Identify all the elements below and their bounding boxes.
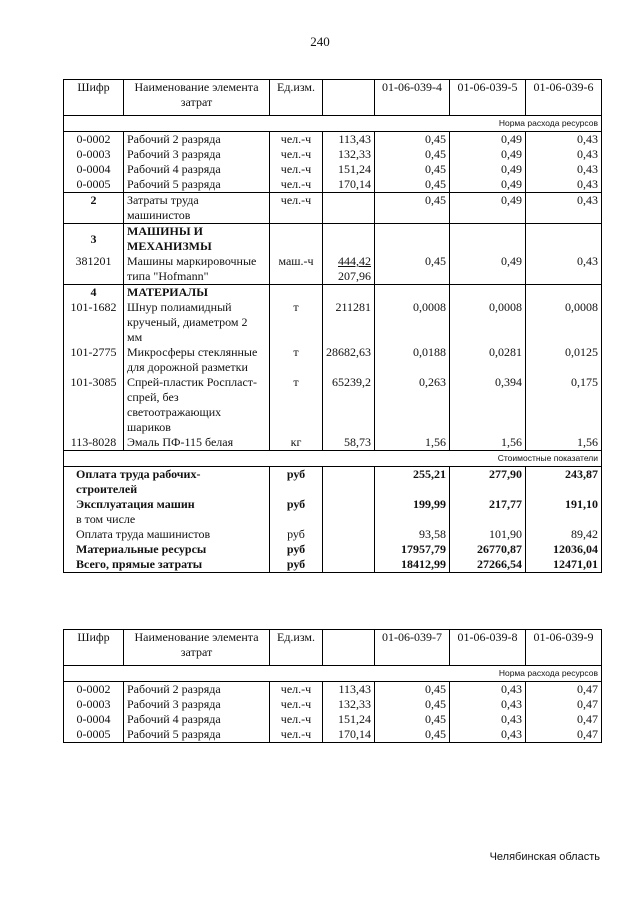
row-price: 132,33: [323, 147, 375, 162]
row-name: Рабочий 2 разряда: [124, 132, 270, 148]
summary-label: Всего, прямые затраты: [64, 557, 270, 573]
summary-v2: 217,77: [450, 497, 526, 512]
table-row: [64, 300, 602, 345]
row-v1: 0,45: [375, 193, 450, 224]
table-row: [64, 682, 602, 698]
section-number: 2: [64, 193, 124, 224]
row-price: 65239,2: [323, 375, 375, 435]
cost-label: Стоимостные показатели: [64, 451, 602, 467]
row-price: 170,14: [323, 177, 375, 193]
row-v2: 0,0008: [450, 300, 526, 345]
row-code: 381201: [64, 254, 124, 285]
summary-v1: 18412,99: [375, 557, 450, 573]
header-unit: Ед.изм.: [270, 630, 323, 666]
table-header: [64, 80, 602, 116]
summary-v1: 199,99: [375, 497, 450, 512]
summary-v1: 255,21: [375, 467, 450, 498]
row-v3: 0,175: [526, 375, 602, 435]
header-price: [323, 80, 375, 116]
row-v3: 0,47: [526, 727, 602, 743]
section-heading: МАШИНЫ И МЕХАНИЗМЫ: [124, 224, 270, 255]
summary-v3: 191,10: [526, 497, 602, 512]
summary-label: Материальные ресурсы: [64, 542, 270, 557]
row-name: Машины маркировочные типа "Hofmann": [124, 254, 270, 285]
rates-table-1: [63, 79, 602, 573]
row-v3: 0,43: [526, 193, 602, 224]
section-heading-row: [64, 224, 602, 255]
table-row: [64, 147, 602, 162]
header-name: Наименование элемента затрат: [124, 630, 270, 666]
row-v2: 0,43: [450, 682, 526, 698]
row-v1: 0,45: [375, 712, 450, 727]
row-v3: 0,0125: [526, 345, 602, 375]
row-v1: 0,45: [375, 162, 450, 177]
row-v1: 1,56: [375, 435, 450, 451]
cost-label-row: [64, 451, 602, 467]
summary-label: Оплата труда рабочих- строителей: [64, 467, 270, 498]
table-row: [64, 177, 602, 193]
header-code: Шифр: [64, 80, 124, 116]
table-row: [64, 254, 602, 285]
row-unit: чел.-ч: [270, 727, 323, 743]
row-v3: 0,0008: [526, 300, 602, 345]
row-code: 0-0003: [64, 697, 124, 712]
row-unit: кг: [270, 435, 323, 451]
section-heading-row: [64, 285, 602, 301]
summary-v3: 12471,01: [526, 557, 602, 573]
row-v3: 0,43: [526, 132, 602, 148]
row-v2: 0,43: [450, 697, 526, 712]
row-name: Рабочий 3 разряда: [124, 697, 270, 712]
header-col-2: 01-06-039-8: [450, 630, 526, 666]
row-unit: чел.-ч: [270, 162, 323, 177]
row-unit: чел.-ч: [270, 697, 323, 712]
row-price: 211281: [323, 300, 375, 345]
row-v2: 0,394: [450, 375, 526, 435]
page-number: 240: [310, 34, 330, 49]
header-col-2: 01-06-039-5: [450, 80, 526, 116]
summary-row: [64, 512, 602, 527]
row-code: 0-0004: [64, 162, 124, 177]
summary-row: [64, 542, 602, 557]
summary-row: [64, 467, 602, 498]
summary-v2: 27266,54: [450, 557, 526, 573]
header-unit: Ед.изм.: [270, 80, 323, 116]
row-code: 0-0005: [64, 727, 124, 743]
row-v2: 0,49: [450, 147, 526, 162]
summary-label: Оплата труда машинистов: [64, 527, 270, 542]
row-name: Затраты труда машинистов: [124, 193, 270, 224]
row-v1: 0,45: [375, 177, 450, 193]
rates-table-2: [63, 629, 602, 743]
norm-label-row: [64, 116, 602, 132]
row-v1: 0,45: [375, 147, 450, 162]
row-v2: 0,0281: [450, 345, 526, 375]
row-code: 0-0004: [64, 712, 124, 727]
norm-label: Норма расхода ресурсов: [64, 666, 602, 682]
header-col-3: 01-06-039-6: [526, 80, 602, 116]
table-row: [64, 435, 602, 451]
row-name: Рабочий 5 разряда: [124, 177, 270, 193]
header-col-1: 01-06-039-4: [375, 80, 450, 116]
row-code: 0-0002: [64, 682, 124, 698]
row-code: 101-3085: [64, 375, 124, 435]
row-v2: 0,49: [450, 254, 526, 285]
row-v1: 0,0008: [375, 300, 450, 345]
row-v3: 0,43: [526, 162, 602, 177]
summary-v2: 26770,87: [450, 542, 526, 557]
row-v1: 0,45: [375, 132, 450, 148]
summary-unit: руб: [270, 542, 323, 557]
row-unit: т: [270, 345, 323, 375]
row-v3: 0,47: [526, 697, 602, 712]
row-code: 101-2775: [64, 345, 124, 375]
row-v2: 0,49: [450, 193, 526, 224]
summary-v3: 243,87: [526, 467, 602, 498]
table-row: [64, 345, 602, 375]
row-unit: чел.-ч: [270, 147, 323, 162]
row-price: 28682,63: [323, 345, 375, 375]
row-unit: маш.-ч: [270, 254, 323, 285]
row-name: Рабочий 4 разряда: [124, 712, 270, 727]
row-code: 0-0003: [64, 147, 124, 162]
row-v3: 0,43: [526, 147, 602, 162]
row-v1: 0,45: [375, 727, 450, 743]
row-v2: 0,43: [450, 712, 526, 727]
row-v1: 0,0188: [375, 345, 450, 375]
summary-row: [64, 527, 602, 542]
table-row: [64, 697, 602, 712]
header-col-1: 01-06-039-7: [375, 630, 450, 666]
row-name: Рабочий 5 разряда: [124, 727, 270, 743]
row-v2: 0,49: [450, 177, 526, 193]
table-row: [64, 375, 602, 435]
row-price: 58,73: [323, 435, 375, 451]
row-unit: чел.-ч: [270, 132, 323, 148]
table-row: [64, 132, 602, 148]
row-price: 170,14: [323, 727, 375, 743]
row-name: Спрей-пластик Роспласт- спрей, без светоотражающих шариков: [124, 375, 270, 435]
header-price: [323, 630, 375, 666]
row-v1: 0,263: [375, 375, 450, 435]
row-v2: 0,43: [450, 727, 526, 743]
row-v2: 0,49: [450, 162, 526, 177]
row-v3: 0,47: [526, 712, 602, 727]
row-v1: 0,45: [375, 254, 450, 285]
row-price: 113,43: [323, 682, 375, 698]
row-unit: т: [270, 375, 323, 435]
summary-label: Эксплуатация машин: [64, 497, 270, 512]
row-v1: 0,45: [375, 697, 450, 712]
row-v2: 0,49: [450, 132, 526, 148]
row-code: 0-0005: [64, 177, 124, 193]
table-row: [64, 712, 602, 727]
row-name: Рабочий 2 разряда: [124, 682, 270, 698]
row-code: 113-8028: [64, 435, 124, 451]
row-name: Микросферы стеклянные для дорожной разметки: [124, 345, 270, 375]
row-v2: 1,56: [450, 435, 526, 451]
row-price: 151,24: [323, 162, 375, 177]
header-col-3: 01-06-039-9: [526, 630, 602, 666]
section-number: 3: [64, 224, 124, 255]
summary-unit: руб: [270, 557, 323, 573]
summary-row: [64, 557, 602, 573]
summary-v3: 89,42: [526, 527, 602, 542]
row-price: 151,24: [323, 712, 375, 727]
section-number: 4: [64, 285, 124, 301]
summary-label: в том числе: [64, 512, 270, 527]
norm-label: Норма расхода ресурсов: [64, 116, 602, 132]
row-price: 132,33: [323, 697, 375, 712]
row-v3: 1,56: [526, 435, 602, 451]
row-v1: 0,45: [375, 682, 450, 698]
operators-row: [64, 193, 602, 224]
summary-v1: 93,58: [375, 527, 450, 542]
row-unit: т: [270, 300, 323, 345]
row-v3: 0,43: [526, 177, 602, 193]
summary-unit: руб: [270, 527, 323, 542]
summary-v2: 277,90: [450, 467, 526, 498]
row-name: Эмаль ПФ-115 белая: [124, 435, 270, 451]
row-v3: 0,47: [526, 682, 602, 698]
row-unit: чел.-ч: [270, 682, 323, 698]
section-heading: МАТЕРИАЛЫ: [124, 285, 270, 301]
row-price: 113,43: [323, 132, 375, 148]
row-unit: чел.-ч: [270, 712, 323, 727]
summary-v3: 12036,04: [526, 542, 602, 557]
row-unit: чел.-ч: [270, 177, 323, 193]
row-v3: 0,43: [526, 254, 602, 285]
summary-v2: 101,90: [450, 527, 526, 542]
summary-unit: руб: [270, 467, 323, 498]
row-unit: чел.-ч: [270, 193, 323, 224]
row-price: 444,42 207,96: [323, 254, 375, 285]
row-price: [323, 193, 375, 224]
row-name: Рабочий 3 разряда: [124, 147, 270, 162]
table-row: [64, 162, 602, 177]
row-name: Рабочий 4 разряда: [124, 162, 270, 177]
summary-unit: руб: [270, 497, 323, 512]
header-name: Наименование элемента затрат: [124, 80, 270, 116]
summary-v1: 17957,79: [375, 542, 450, 557]
table-row: [64, 727, 602, 743]
row-code: 101-1682: [64, 300, 124, 345]
row-code: 0-0002: [64, 132, 124, 148]
table-header: [64, 630, 602, 666]
region-footer: Челябинская область: [489, 851, 600, 863]
summary-row: [64, 497, 602, 512]
header-code: Шифр: [64, 630, 124, 666]
norm-label-row: [64, 666, 602, 682]
row-name: Шнур полиамидный крученый, диаметром 2 мм: [124, 300, 270, 345]
